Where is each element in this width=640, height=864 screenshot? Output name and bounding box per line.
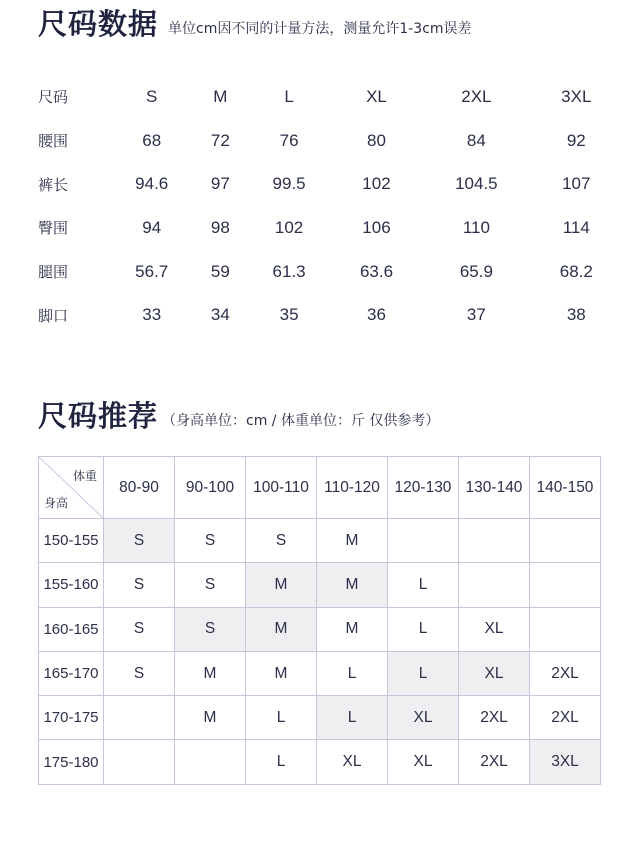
recommend-header [38,399,440,433]
size-cell [530,607,601,651]
height-label: 160-165 [39,607,104,651]
size-value: 107 [562,174,591,194]
size-cell: 2XL [459,740,530,784]
size-cell: L [388,607,459,651]
size-data-row [38,293,620,337]
size-cell: XL [317,740,388,784]
recommend-grid [38,456,601,785]
size-cell: 2XL [530,651,601,695]
row-label: 腿围 [38,263,69,282]
grid-row [39,696,601,740]
size-value: 2XL [461,86,492,106]
size-data-row [38,162,620,206]
size-data-row [38,119,620,163]
grid-corner-cell [39,457,104,519]
size-cell: S [175,563,246,607]
size-value: 80 [367,130,386,150]
size-cell: S [175,519,246,563]
size-value: 63.6 [359,261,394,281]
size-cell: S [246,519,317,563]
size-value: 114 [562,217,590,237]
size-cell [388,519,459,563]
size-data-row [38,250,620,294]
size-cell: S [175,607,246,651]
size-cell: M [317,607,388,651]
size-value: 59 [210,261,230,281]
size-value: 61.3 [272,261,306,281]
size-value: 68 [142,130,162,150]
size-value: 38 [566,305,586,325]
size-cell: 2XL [530,696,601,740]
size-cell: L [317,651,388,695]
row-label: 腰围 [38,132,69,151]
size-cell: L [317,696,388,740]
grid-row [39,651,601,695]
size-value: 110 [462,217,490,237]
size-cell: M [175,696,246,740]
size-data-title: 尺码数据 [38,7,159,41]
size-cell: S [104,563,175,607]
grid-row [39,607,601,651]
height-label: 155-160 [39,563,104,607]
size-cell: M [246,563,317,607]
row-label: 尺码 [38,88,69,107]
corner-weight-label: 体重 [72,469,97,483]
size-data-note: 单位cm因不同的计量方法，测量允许1-3cm误差 [168,21,472,37]
size-data-row [38,206,620,250]
size-value: 76 [279,130,299,150]
size-value: 84 [466,130,486,150]
size-cell: S [104,519,175,563]
size-value: 33 [142,305,162,325]
weight-header: 80-90 [104,457,175,519]
size-value: 94.6 [135,174,169,194]
size-cell: 2XL [459,696,530,740]
size-cell: XL [459,651,530,695]
size-value: 37 [466,305,486,325]
row-label: 脚口 [38,306,69,325]
corner-height-label: 身高 [44,496,69,510]
size-cell [459,563,530,607]
grid-row [39,740,601,784]
size-value: 94 [142,217,162,237]
weight-header: 120-130 [388,457,459,519]
row-label: 裤长 [38,175,69,194]
size-cell: XL [459,607,530,651]
size-cell [175,740,246,784]
size-cell: M [317,519,388,563]
size-cell: XL [388,696,459,740]
size-cell: M [175,651,246,695]
weight-header: 100-110 [246,457,317,519]
weight-header: 130-140 [459,457,530,519]
weight-header: 90-100 [175,457,246,519]
size-cell [530,519,601,563]
size-value: L [284,86,294,106]
size-cell: L [388,563,459,607]
grid-header-row [39,457,601,519]
size-value: M [213,86,228,106]
height-label: 170-175 [39,696,104,740]
size-value: 35 [279,305,299,325]
size-cell: L [388,651,459,695]
size-value: 68.2 [559,261,593,281]
size-cell: S [104,607,175,651]
size-value: 102 [362,174,391,194]
size-cell: M [317,563,388,607]
size-cell: M [246,607,317,651]
size-cell: M [246,651,317,695]
size-cell: L [246,740,317,784]
recommend-title: 尺码推荐 [38,399,159,433]
size-cell: S [104,651,175,695]
size-value: 104.5 [455,174,498,194]
recommend-note: （身高单位：cm / 体重单位：斤 仅供参考） [162,413,440,429]
size-cell [104,696,175,740]
size-value: 56.7 [135,261,169,281]
weight-header: 110-120 [317,457,388,519]
row-label: 臀围 [38,219,69,238]
size-value: 3XL [561,86,592,106]
size-value: 65.9 [459,261,493,281]
size-value: 34 [210,305,230,325]
size-header-row [38,75,620,119]
size-value: 98 [210,217,230,237]
size-value: S [146,86,158,106]
size-value: 36 [367,305,386,325]
size-value: 99.5 [272,174,306,194]
size-cell: L [246,696,317,740]
grid-row [39,563,601,607]
size-value: 97 [210,174,230,194]
size-cell: 3XL [530,740,601,784]
size-cell [530,563,601,607]
size-cell [104,740,175,784]
height-label: 150-155 [39,519,104,563]
height-label: 175-180 [39,740,104,784]
size-data-header [38,7,472,41]
size-value: XL [366,86,387,106]
size-value: 72 [210,130,230,150]
grid-row [39,519,601,563]
height-label: 165-170 [39,651,104,695]
size-cell: XL [388,740,459,784]
size-value: 106 [362,217,391,237]
size-data-table [38,75,620,337]
size-value: 92 [566,130,586,150]
weight-header: 140-150 [530,457,601,519]
size-value: 102 [274,217,304,237]
size-cell [459,519,530,563]
